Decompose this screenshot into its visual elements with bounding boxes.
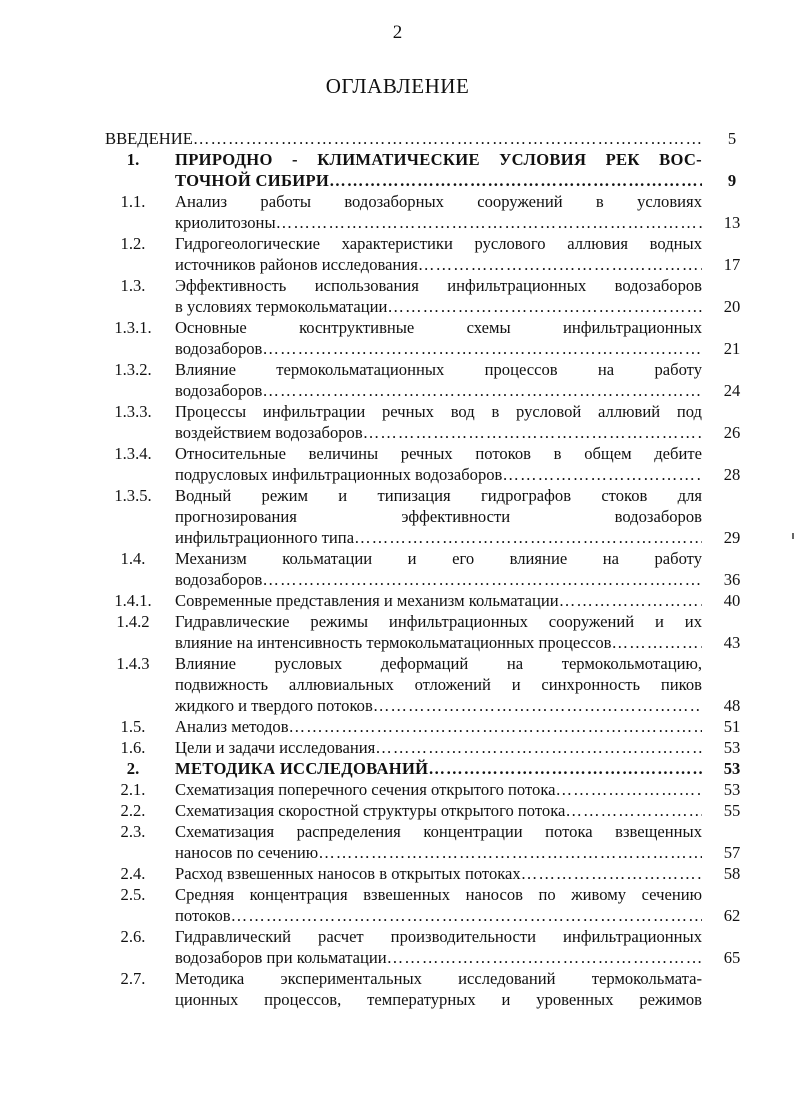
dot-leader bbox=[502, 464, 702, 485]
toc-entry bbox=[0, 191, 795, 233]
toc-entry-page: 21 bbox=[723, 339, 741, 358]
toc-entry-line: влияние на интенсивность термокольматационных процессов bbox=[175, 633, 612, 652]
toc-entry-line: ТОЧНОЙ СИБИРИ bbox=[175, 171, 330, 190]
toc-entry-line: ВВЕДЕНИЕ bbox=[105, 129, 193, 148]
toc-entry bbox=[0, 758, 795, 779]
toc-entry-title bbox=[175, 485, 702, 548]
toc-entry-title bbox=[175, 737, 702, 758]
toc-entry-title bbox=[175, 275, 702, 317]
toc-entry-line: Современные представления и механизм кольматации bbox=[175, 591, 559, 610]
toc-entry-number: 1.5. bbox=[120, 717, 146, 736]
toc-entry bbox=[0, 884, 795, 926]
toc-entry-page: 55 bbox=[723, 801, 741, 820]
toc-entry-page: 24 bbox=[723, 381, 741, 400]
toc-entry-page: 51 bbox=[723, 717, 741, 736]
dot-leader bbox=[262, 380, 702, 401]
toc-entry bbox=[0, 275, 795, 317]
toc-entry-number: 1.4.1. bbox=[114, 591, 152, 610]
toc-entry-title bbox=[175, 716, 702, 737]
toc-entry-title bbox=[175, 758, 702, 779]
toc-entry-line: Расход взвешенных наносов в открытых потоках bbox=[175, 864, 521, 883]
toc-entry bbox=[0, 485, 795, 548]
table-of-contents bbox=[0, 128, 795, 1010]
toc-entry-line: воздействием водозаборов bbox=[175, 423, 363, 442]
toc-entry-line: прогнозирования эффективности водозаборов bbox=[175, 507, 702, 526]
toc-entry-page: 57 bbox=[723, 843, 741, 862]
toc-entry bbox=[0, 737, 795, 758]
toc-entry-line: Основные коснтруктивные схемы инфильтрационных bbox=[175, 318, 702, 337]
toc-entry-line: ционных процессов, температурных и уровенных режимов bbox=[175, 990, 702, 1009]
dot-leader bbox=[289, 716, 702, 737]
toc-entry-title bbox=[175, 443, 702, 485]
toc-entry-title bbox=[175, 317, 702, 359]
toc-entry bbox=[0, 317, 795, 359]
toc-entry-number: 2.7. bbox=[120, 969, 146, 988]
toc-entry-number: 1.3.1. bbox=[114, 318, 152, 337]
toc-entry-number: 1.2. bbox=[120, 234, 146, 253]
toc-entry-page: 17 bbox=[723, 255, 741, 274]
toc-entry-page: 36 bbox=[723, 570, 741, 589]
toc-entry-line: криолитозоны bbox=[175, 213, 276, 232]
toc-entry-number: 2.6. bbox=[120, 927, 146, 946]
toc-entry-line: инфильтрационного типа bbox=[175, 528, 355, 547]
toc-entry-line: потоков bbox=[175, 906, 231, 925]
toc-entry-line: водозаборов bbox=[175, 381, 263, 400]
toc-entry-number: 1.6. bbox=[120, 738, 146, 757]
toc-entry-number: 1.4.2 bbox=[116, 612, 150, 631]
dot-leader bbox=[559, 590, 702, 611]
toc-entry-line: Анализ работы водозаборных сооружений в условиях bbox=[175, 192, 702, 211]
toc-entry-line: Влияние русловых деформаций на термокольмотацию, bbox=[175, 654, 702, 673]
toc-entry-title bbox=[175, 884, 702, 926]
toc-entry-page: 43 bbox=[723, 633, 741, 652]
dot-leader bbox=[276, 212, 702, 233]
dot-leader bbox=[354, 527, 702, 548]
toc-entry-number: 1. bbox=[126, 150, 140, 169]
toc-entry-line: Методика экспериментальных исследований термокольмата- bbox=[175, 969, 702, 988]
toc-entry-title bbox=[175, 863, 702, 884]
toc-entry-page: 53 bbox=[723, 738, 741, 757]
toc-entry-title bbox=[175, 548, 702, 590]
toc-entry-title bbox=[175, 968, 702, 1010]
dot-leader bbox=[373, 695, 702, 716]
dot-leader bbox=[418, 254, 702, 275]
toc-entry-number: 2.2. bbox=[120, 801, 146, 820]
toc-entry-number: 1.3.3. bbox=[114, 402, 152, 421]
toc-entry-title bbox=[175, 800, 702, 821]
toc-entry-line: жидкого и твердого потоков bbox=[175, 696, 373, 715]
toc-entry bbox=[0, 359, 795, 401]
dot-leader bbox=[387, 296, 702, 317]
dot-leader bbox=[329, 170, 702, 191]
toc-entry-page: 65 bbox=[723, 948, 741, 967]
toc-entry-page: 53 bbox=[723, 780, 741, 799]
toc-entry-line: в условиях термокольматации bbox=[175, 297, 388, 316]
dot-leader bbox=[428, 758, 702, 779]
dot-leader bbox=[193, 128, 702, 149]
toc-entry-line: водозаборов bbox=[175, 570, 263, 589]
toc-entry bbox=[0, 611, 795, 653]
toc-entry-title bbox=[175, 149, 702, 191]
toc-entry-page: 28 bbox=[723, 465, 741, 484]
toc-entry bbox=[0, 863, 795, 884]
toc-entry-line: Гидравлические режимы инфильтрационных сооружений и их bbox=[175, 612, 702, 631]
dot-leader bbox=[521, 863, 702, 884]
scan-artifact bbox=[792, 533, 794, 539]
dot-leader bbox=[565, 800, 702, 821]
page-title: ОГЛАВЛЕНИЕ bbox=[325, 74, 470, 98]
toc-entry bbox=[0, 926, 795, 968]
toc-entry-title bbox=[175, 611, 702, 653]
toc-entry-line: подвижность аллювиальных отложений и синхронность пиков bbox=[175, 675, 702, 694]
toc-entry-page: 20 bbox=[723, 297, 741, 316]
toc-entry bbox=[0, 779, 795, 800]
toc-entry-line: подрусловых инфильтрационных водозаборов bbox=[175, 465, 503, 484]
toc-entry-line: водозаборов bbox=[175, 339, 263, 358]
toc-entry-title bbox=[175, 359, 702, 401]
page-number: 2 bbox=[392, 22, 403, 43]
toc-entry-line: наносов по сечению bbox=[175, 843, 319, 862]
toc-entry-line: водозаборов при кольматации bbox=[175, 948, 387, 967]
toc-entry-number: 1.4. bbox=[120, 549, 146, 568]
toc-entry-number: 1.1. bbox=[120, 192, 146, 211]
dot-leader bbox=[375, 737, 702, 758]
dot-leader bbox=[318, 842, 702, 863]
dot-leader bbox=[262, 569, 702, 590]
toc-entry-line: Водный режим и типизация гидрографов стоков для bbox=[175, 486, 702, 505]
toc-entry bbox=[0, 548, 795, 590]
toc-entry-line: Гидравлический расчет производительности инфильтрационных bbox=[175, 927, 702, 946]
toc-entry-title bbox=[175, 926, 702, 968]
dot-leader bbox=[556, 779, 702, 800]
toc-entry-title bbox=[175, 821, 702, 863]
toc-entry-number: 2.4. bbox=[120, 864, 146, 883]
toc-entry bbox=[0, 149, 795, 191]
toc-entry-line: Относительные величины речных потоков в общем дебите bbox=[175, 444, 702, 463]
toc-entry-line: ПРИРОДНО - КЛИМАТИЧЕСКИЕ УСЛОВИЯ РЕК ВОС- bbox=[175, 150, 702, 169]
toc-entry-line: Анализ методов bbox=[175, 717, 289, 736]
toc-entry-line: Процессы инфильтрации речных вод в русловой аллювий под bbox=[175, 402, 702, 421]
toc-entry-number: 2. bbox=[126, 759, 140, 778]
toc-entry-number: 2.3. bbox=[120, 822, 146, 841]
toc-entry-number: 1.4.3 bbox=[116, 654, 150, 673]
toc-entry-title bbox=[175, 590, 702, 611]
toc-entry-page: 13 bbox=[723, 213, 741, 232]
toc-entry bbox=[0, 233, 795, 275]
dot-leader bbox=[387, 947, 702, 968]
dot-leader bbox=[363, 422, 702, 443]
toc-entry-line: Эффективность использования инфильтрационных водозаборов bbox=[175, 276, 702, 295]
dot-leader bbox=[262, 338, 702, 359]
toc-entry-number: 2.5. bbox=[120, 885, 146, 904]
toc-entry-number: 2.1. bbox=[120, 780, 146, 799]
toc-entry-page: 9 bbox=[727, 171, 737, 190]
toc-entry bbox=[0, 800, 795, 821]
toc-entry-number: 1.3.5. bbox=[114, 486, 152, 505]
toc-entry bbox=[0, 590, 795, 611]
toc-entry-line: Схематизация поперечного сечения открытого потока bbox=[175, 780, 556, 799]
toc-entry-line: Схематизация скоростной структуры открытого потока bbox=[175, 801, 566, 820]
toc-entry-line: Цели и задачи исследования bbox=[175, 738, 376, 757]
toc-entry-line: Схематизация распределения концентрации потока взвещенных bbox=[175, 822, 702, 841]
toc-entry-page: 29 bbox=[723, 528, 741, 547]
toc-entry bbox=[0, 716, 795, 737]
toc-entry bbox=[0, 653, 795, 716]
toc-entry-line: МЕТОДИКА ИССЛЕДОВАНИЙ bbox=[175, 759, 429, 778]
dot-leader bbox=[231, 905, 702, 926]
toc-entry-page: 40 bbox=[723, 591, 741, 610]
toc-entry-line: Гидрогеологические характеристики руслового аллювия водных bbox=[175, 234, 702, 253]
toc-entry-page: 5 bbox=[727, 129, 737, 148]
toc-entry-number: 1.3.4. bbox=[114, 444, 152, 463]
toc-entry-line: источников районов исследования bbox=[175, 255, 418, 274]
toc-entry-title bbox=[175, 191, 702, 233]
toc-entry-page: 62 bbox=[723, 906, 741, 925]
toc-entry-number: 1.3.2. bbox=[114, 360, 152, 379]
toc-entry-number: 1.3. bbox=[120, 276, 146, 295]
toc-entry bbox=[0, 128, 795, 149]
toc-entry-page: 26 bbox=[723, 423, 741, 442]
toc-entry-title bbox=[175, 653, 702, 716]
toc-entry-page: 53 bbox=[723, 759, 741, 778]
toc-entry bbox=[0, 821, 795, 863]
toc-entry-title bbox=[175, 401, 702, 443]
toc-entry-title bbox=[175, 779, 702, 800]
toc-entry-page: 58 bbox=[723, 864, 741, 883]
toc-entry-line: Механизм кольматации и его влияние на работу bbox=[175, 549, 702, 568]
toc-entry-title bbox=[175, 233, 702, 275]
dot-leader bbox=[612, 632, 703, 653]
toc-entry bbox=[0, 968, 795, 1010]
toc-entry-line: Влияние термокольматационных процессов на работу bbox=[175, 360, 702, 379]
toc-entry bbox=[0, 401, 795, 443]
toc-entry bbox=[0, 443, 795, 485]
toc-entry-page: 48 bbox=[723, 696, 741, 715]
toc-entry-title bbox=[105, 128, 702, 149]
toc-entry-line: Средняя концентрация взвешенных наносов по живому сечению bbox=[175, 885, 702, 904]
